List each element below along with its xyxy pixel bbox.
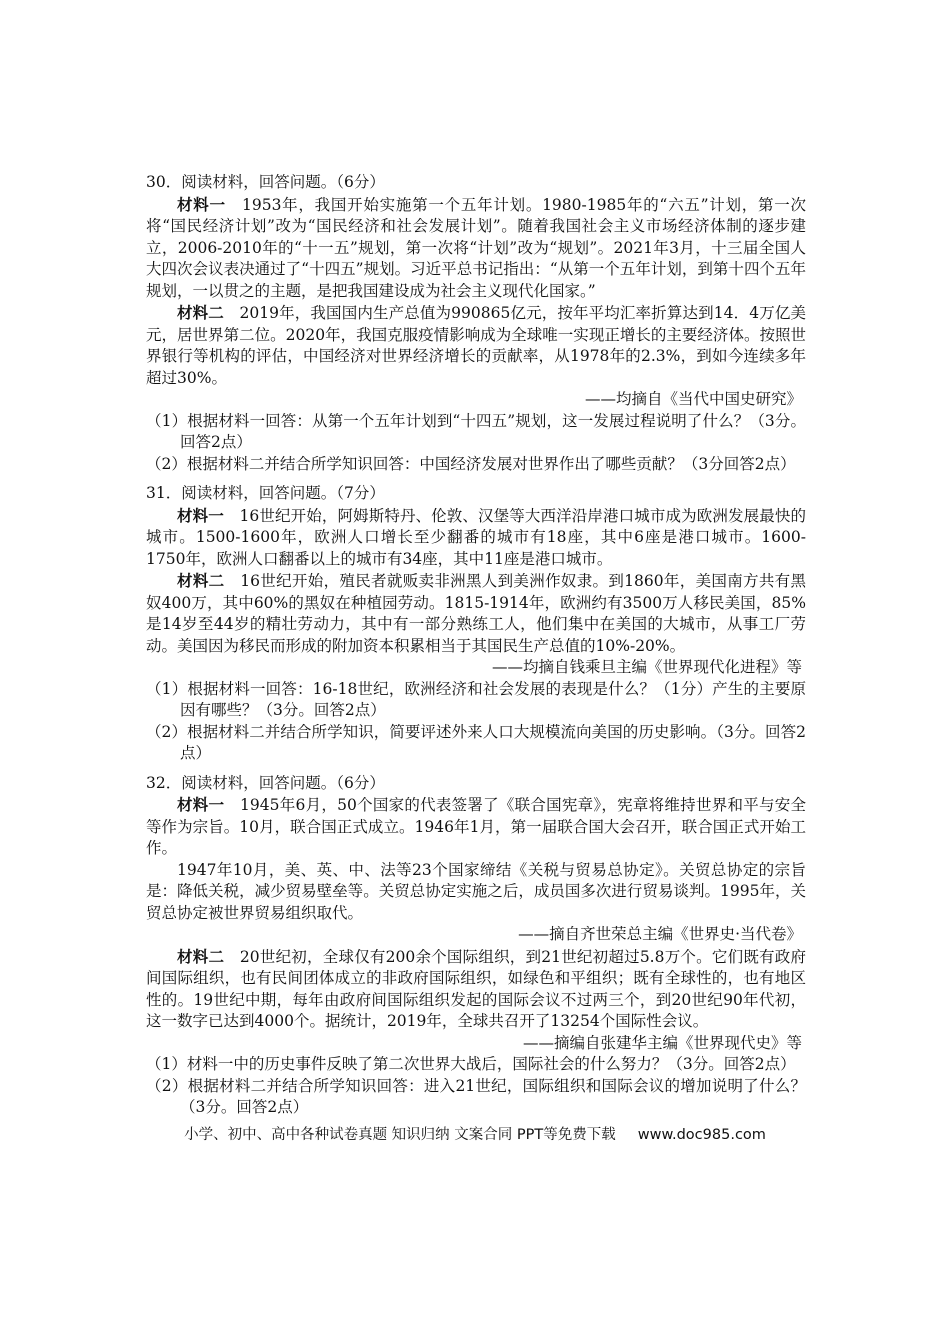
material-paragraph — [146, 794, 806, 860]
page-footer — [0, 1125, 950, 1147]
material-label: 材料二 — [177, 303, 224, 322]
source-citation: ——均摘自钱乘旦主编《世界现代化进程》等 — [491, 658, 802, 676]
material-text: 1953年，我国开始实施第一个五年计划。1980-1985年的“六五”计划，第一次将“国民经济计划”改为“国民经济和社会发展计划”。随着我国社会主义市场经济体制的逐步建立，2006-2010年的“十一五”规划，第一次将“计划”改为“规划”。2021年3月，十三届全国人大四次会议表决通过了“十四五”规划。习近平总书记指出：“从第一个五年计划，到第十四个五年规划，一以贯之的主题，是把我国建设成为社会主义现代化国家。” — [146, 195, 806, 300]
footer-url[interactable]: www.doc985.com — [637, 1127, 766, 1143]
material-label: 材料一 — [177, 194, 226, 214]
questions-area — [146, 172, 806, 1127]
material-label: 材料一 — [177, 505, 224, 525]
material-label: 材料二 — [177, 946, 225, 966]
sub-question: （1）根据材料一回答：16-18世纪，欧洲经济和社会发展的表现是什么？（1分）产生的主要原因有哪些？（3分。回答2点） — [146, 679, 806, 719]
footer-text: 小学、初中、高中各种试卷真题 知识归纳 文案合同 PPT等免费下载 — [184, 1127, 616, 1143]
sub-question: （1）材料一中的历史事件反映了第二次世界大战后，国际社会的什么努力？（3分。回答2点） — [146, 1055, 796, 1073]
source-citation: ——均摘自《当代中国史研究》 — [584, 390, 802, 408]
source-citation: ——摘编自张建华主编《世界现代史》等 — [522, 1033, 802, 1052]
source-citation: ——摘自齐世荣总主编《世界史·当代卷》 — [518, 925, 802, 943]
material-paragraph — [146, 860, 806, 925]
material-text: 1945年6月，50个国家的代表签署了《联合国宪章》，宪章将维持世界和平与安全等作为宗旨。10月，联合国正式成立。1946年1月，第一届联合国大会召开，联合国正式开始工作。 — [146, 796, 806, 857]
material-text: 16世纪开始，阿姆斯特丹、伦敦、汉堡等大西洋沿岸港口城市成为欧洲发展最快的城市。1500-1600年，欧洲人口增长至少翻番的城市有18座，其中6座是港口城市。1600-1750年，欧洲人口翻番以上的城市有34座，其中11座是港口城市。 — [146, 506, 806, 568]
material-paragraph — [146, 194, 806, 303]
sub-question: （1）根据材料一回答：从第一个五年计划到“十四五”规划，这一发展过程说明了什么？（3分。回答2点） — [146, 411, 806, 451]
material-paragraph — [146, 946, 806, 1033]
material-paragraph — [146, 302, 806, 389]
question-head: 32．阅读材料，回答问题。（6分） — [146, 773, 385, 792]
question-31 — [146, 483, 806, 765]
material-text: 20世纪初，全球仅有200余个国际组织，到21世纪初超过5.8万个。它们既有政府间国际组织，也有民间团体成立的非政府国际组织，如绿色和平组织；既有全球性的，也有地区性的。19世纪中期，每年由政府间国际组织发起的国际会议不过两三个，到20世纪90年代初，这一数字已达到4000个。据统计，2019年，全球共召开了13254个国际性会议。 — [146, 947, 806, 1030]
material-paragraph — [146, 570, 806, 657]
sub-question: （2）根据材料二并结合所学知识，简要评述外来人口大规模流向美国的历史影响。（3分。回答2点） — [146, 722, 806, 762]
sub-question: （2）根据材料二并结合所学知识回答：中国经济发展对世界作出了哪些贡献？（3分回答2点） — [146, 454, 796, 473]
material-label: 材料二 — [177, 571, 225, 590]
question-head: 31．阅读材料，回答问题。（7分） — [146, 484, 385, 502]
material-text: 2019年，我国国内生产总值为990865亿元，按年平均汇率折算达到14．4万亿美元，居世界第二位。2020年，我国克服疫情影响成为全球唯一实现正增长的主要经济体。按照世界银行等机构的评估，中国经济对世界经济增长的贡献率，从1978年的2.3%，到如今连续多年超过30%。 — [146, 304, 806, 387]
material-text: 1947年10月，美、英、中、法等23个国家缔结《关税与贸易总协定》。关贸总协定的宗旨是：降低关税，减少贸易壁垒等。关贸总协定实施之后，成员国多次进行贸易谈判。1995年，关贸总协定被世界贸易组织取代。 — [146, 860, 806, 922]
question-32 — [146, 773, 806, 1119]
material-paragraph — [146, 505, 806, 571]
sub-question: （2）根据材料二并结合所学知识回答：进入21世纪，国际组织和国际会议的增加说明了什么？（3分。回答2点） — [146, 1076, 806, 1116]
material-label: 材料一 — [177, 795, 225, 814]
question-30 — [146, 172, 806, 475]
question-head: 30．阅读材料，回答问题。（6分） — [146, 173, 385, 191]
material-text: 16世纪开始，殖民者就贩卖非洲黑人到美洲作奴隶。到1860年，美国南方共有黑奴400万，其中60%的黑奴在种植园劳动。1815-1914年，欧洲约有3500万人移民美国，85%是14岁至44岁的精壮劳动力，其中有一部分熟练工人，他们集中在美国的大城市，从事工厂劳动。美国因为移民而形成的附加资本积累相当于其国民生产总值的10%-20%。 — [146, 572, 806, 655]
